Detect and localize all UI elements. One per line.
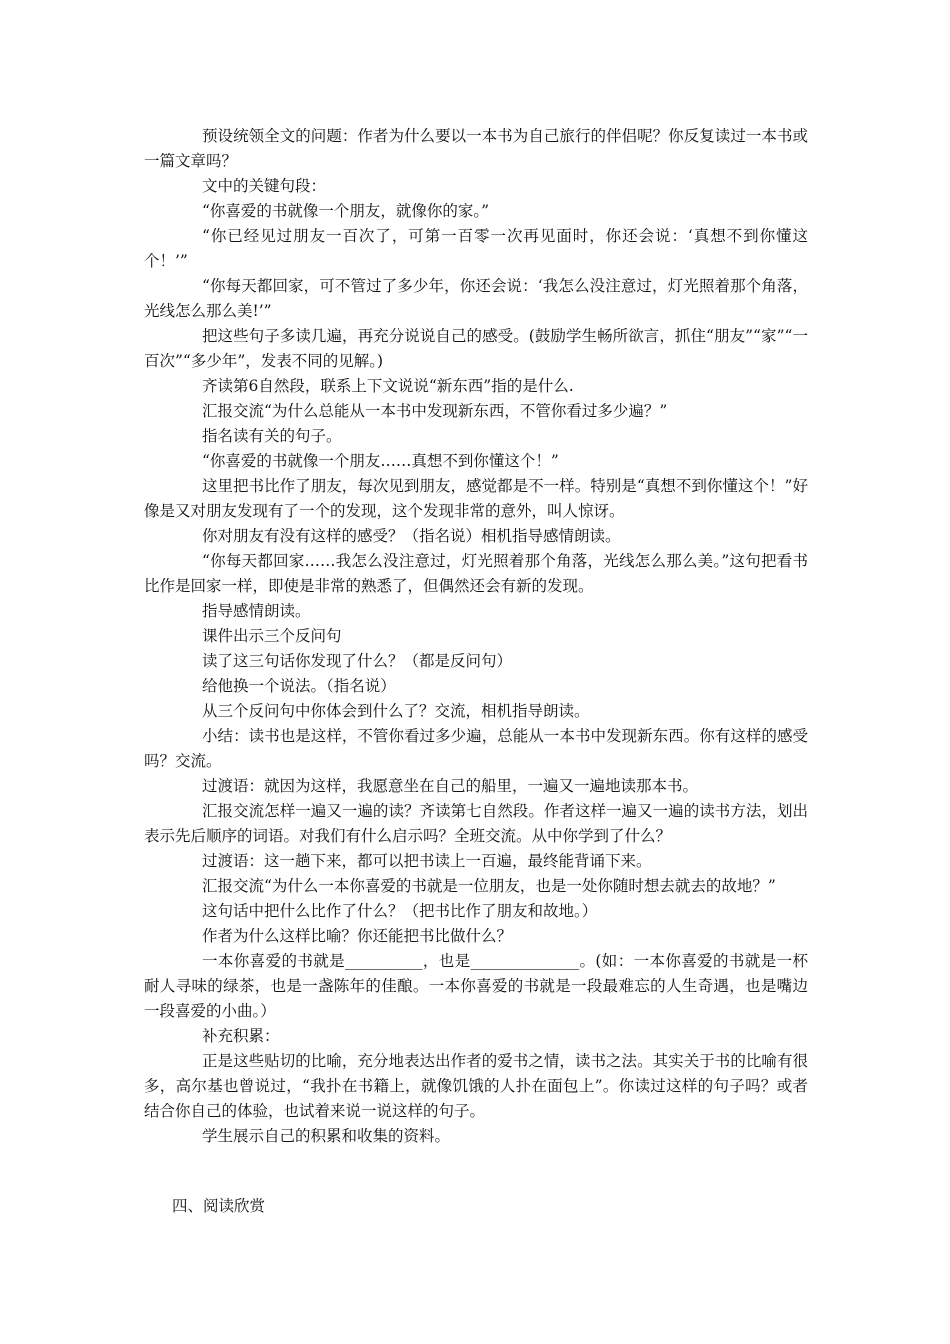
document-body — [144, 124, 808, 1149]
paragraph: 指名读有关的句子。 — [202, 427, 342, 445]
section-heading: 四、阅读欣赏 — [172, 1197, 266, 1215]
paragraph: “你喜爱的书就像一个朋友，就像你的家。” — [202, 202, 490, 220]
paragraph: 正是这些贴切的比喻，充分地表达出作者的爱书之情，读书之法。其实关于书的比喻有很多，高尔基也曾说过，“我扑在书籍上，就像饥饿的人扑在面包上”。你读过这样的句子吗？或者结合你自己的体验，也试着来说一说这样的句子。 — [144, 1052, 808, 1120]
paragraph: “你已经见过朋友一百次了，可第一百零一次再见面时，你还会说：‘真想不到你懂这个！’” — [144, 227, 808, 270]
paragraph: 把这些句子多读几遍，再充分说说自己的感受。(鼓励学生畅所欲言，抓住“朋友”“家”“一百次”“多少年”，发表不同的见解。) — [144, 327, 808, 370]
paragraph: “你每天都回家，可不管过了多少年，你还会说：‘我怎么没注意过，灯光照着那个角落，光线怎么那么美!’” — [144, 277, 808, 320]
paragraph: 课件出示三个反问句 — [202, 627, 342, 645]
paragraph: 汇报交流“为什么一本你喜爱的书就是一位朋友，也是一处你随时想去就去的故地？” — [202, 877, 776, 895]
paragraph: 一本你喜爱的书就是__________，也是______________。(如：一本你喜爱的书就是一杯耐人寻味的绿茶，也是一盏陈年的佳酿。一本你喜爱的书就是一段最难忘的人生奇遇，也是嘴边一段喜爱的小曲。） — [144, 952, 808, 1020]
paragraph: 从三个反问句中你体会到什么了？交流，相机指导朗读。 — [202, 702, 590, 720]
paragraph: 学生展示自己的积累和收集的资料。 — [202, 1127, 451, 1145]
paragraph: “你喜爱的书就像一个朋友……真想不到你懂这个！” — [202, 452, 559, 470]
paragraph: 齐读第6自然段，联系上下文说说“新东西”指的是什么. — [202, 377, 574, 395]
paragraph: 指导感情朗读。 — [202, 602, 311, 620]
paragraph: 读了这三句话你发现了什么？（都是反问句） — [202, 652, 513, 670]
paragraph: 这句话中把什么比作了什么？（把书比作了朋友和故地。） — [202, 902, 598, 920]
paragraph: 给他换一个说法。（指名说） — [202, 677, 396, 695]
paragraph: 过渡语：这一趟下来，都可以把书读上一百遍，最终能背诵下来。 — [202, 852, 652, 870]
paragraph: 汇报交流怎样一遍又一遍的读？齐读第七自然段。作者这样一遍又一遍的读书方法，划出表示先后顺序的词语。对我们有什么启示吗？全班交流。从中你学到了什么？ — [144, 802, 808, 845]
paragraph: 过渡语：就因为这样，我愿意坐在自己的船里，一遍又一遍地读那本书。 — [202, 777, 699, 795]
paragraph: 作者为什么这样比喻？你还能把书比做什么？ — [202, 927, 513, 945]
paragraph: 预设统领全文的问题：作者为什么要以一本书为自己旅行的伴侣呢？你反复读过一本书或一篇文章吗？ — [144, 127, 808, 170]
paragraph: 你对朋友有没有这样的感受？（指名说）相机指导感情朗读。 — [202, 527, 621, 545]
paragraph: 文中的关键句段： — [202, 177, 327, 195]
paragraph: 这里把书比作了朋友，每次见到朋友，感觉都是不一样。特别是“真想不到你懂这个！”好像是又对朋友发现有了一个的发现，这个发现非常的意外，叫人惊讶。 — [144, 477, 808, 520]
paragraph: 汇报交流“为什么总能从一本书中发现新东西，不管你看过多少遍？” — [202, 402, 668, 420]
paragraph: 小结：读书也是这样，不管你看过多少遍，总能从一本书中发现新东西。你有这样的感受吗？交流。 — [144, 727, 808, 770]
paragraph: “你每天都回家……我怎么没注意过，灯光照着那个角落，光线怎么那么美。”这句把看书比作是回家一样，即使是非常的熟悉了，但偶然还会有新的发现。 — [144, 552, 808, 595]
paragraph: 补充积累： — [202, 1027, 280, 1045]
